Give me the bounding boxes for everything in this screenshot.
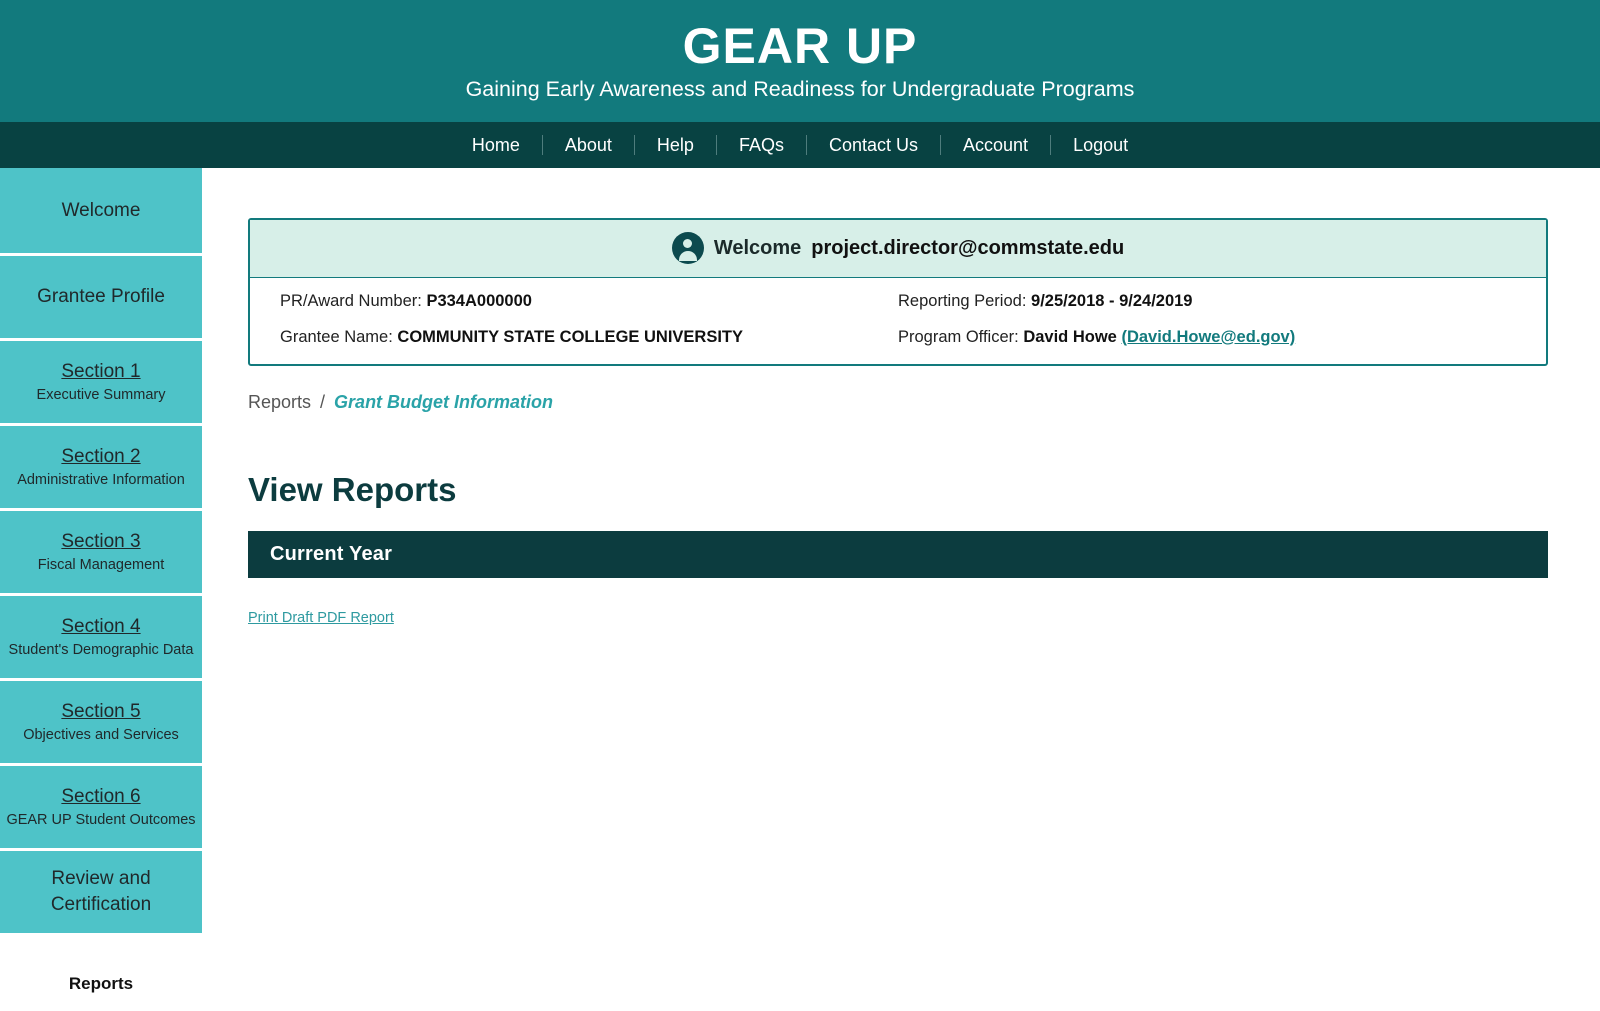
sidebar-item-sublabel: Student's Demographic Data <box>8 642 194 659</box>
pr-award-number-value: P334A000000 <box>426 292 532 310</box>
sidebar-item-label: Section 6 <box>61 785 141 807</box>
nav-item-contact-us[interactable]: Contact Us <box>828 135 919 155</box>
sidebar-item-sublabel: Objectives and Services <box>23 727 179 744</box>
grantee-name-value: COMMUNITY STATE COLLEGE UNIVERSITY <box>397 327 744 346</box>
sidebar-item-sublabel: GEAR UP Student Outcomes <box>6 812 196 829</box>
breadcrumb-current: Grant Budget Information <box>334 391 554 412</box>
nav-item-about[interactable]: About <box>564 135 612 155</box>
sidebar-item-label: Section 5 <box>61 700 141 722</box>
nav-item-faqs[interactable]: FAQs <box>738 135 784 155</box>
reporting-period-value: 9/25/2018 - 9/24/2019 <box>1031 292 1193 310</box>
breadcrumb-reports[interactable]: Reports <box>248 391 312 412</box>
welcome-bar <box>250 220 1546 278</box>
sidebar-item-section-6[interactable] <box>0 766 202 851</box>
sidebar-item-label: Grantee Profile <box>37 286 165 308</box>
sidebar-item-section-3[interactable] <box>0 511 202 596</box>
main-navigation <box>0 122 1600 168</box>
sidebar-item-section-1[interactable] <box>0 341 202 426</box>
welcome-user-email: project.director@commstate.edu <box>811 236 1125 259</box>
sidebar-item-grantee-profile[interactable] <box>0 256 202 341</box>
sidebar-item-label: Section 4 <box>61 615 141 637</box>
sidebar-item-review-and-certification[interactable] <box>0 851 202 936</box>
nav-item-logout[interactable]: Logout <box>1073 135 1129 155</box>
sidebar-item-label: Welcome <box>61 199 141 221</box>
sidebar <box>0 168 202 1011</box>
grantee-name-label: Grantee Name: <box>280 327 393 346</box>
sidebar-item-sublabel: Fiscal Management <box>37 557 165 574</box>
page-body <box>0 168 1600 1011</box>
site-subtitle: Gaining Early Awareness and Readiness for Undergraduate Programs <box>465 77 1135 102</box>
grant-info-card <box>248 218 1548 366</box>
sidebar-item-reports[interactable]: Reports <box>68 974 134 993</box>
sidebar-item-label: Review and Certification <box>50 868 152 915</box>
reporting-period-field <box>898 289 1516 314</box>
program-officer-label: Program Officer: <box>898 327 1019 346</box>
grantee-name-field <box>280 325 898 350</box>
welcome-label: Welcome <box>713 236 802 259</box>
pr-award-number-field <box>280 289 898 314</box>
page-title: View Reports <box>248 470 457 508</box>
print-draft-pdf-report-link[interactable]: Print Draft PDF Report <box>248 609 394 626</box>
sidebar-item-sublabel: Executive Summary <box>36 387 166 404</box>
sidebar-item-sublabel: Administrative Information <box>17 472 185 489</box>
sidebar-item-welcome[interactable] <box>0 168 202 256</box>
sidebar-item-section-2[interactable] <box>0 426 202 511</box>
grant-info-grid <box>250 278 1546 364</box>
reporting-period-label: Reporting Period: <box>898 292 1027 310</box>
nav-item-account[interactable]: Account <box>963 135 1029 155</box>
program-officer-value: David Howe <box>1023 327 1117 346</box>
sidebar-item-label: Section 2 <box>61 445 141 467</box>
sidebar-item-section-5[interactable] <box>0 681 202 766</box>
program-officer-email-link[interactable]: (David.Howe@ed.gov) <box>1121 327 1296 346</box>
main-content <box>202 168 1600 1011</box>
nav-item-help[interactable]: Help <box>656 135 694 155</box>
site-title: GEAR UP <box>682 17 918 74</box>
breadcrumb <box>248 392 1548 413</box>
site-header <box>0 0 1600 122</box>
breadcrumb-separator: / <box>320 391 326 412</box>
nav-list <box>450 135 1150 155</box>
nav-item-home[interactable]: Home <box>471 135 520 155</box>
sidebar-item-label: Section 3 <box>61 530 141 552</box>
sidebar-item-label: Section 1 <box>61 360 141 382</box>
pr-award-number-label: PR/Award Number: <box>280 292 422 310</box>
current-year-section-header: Current Year <box>248 531 1548 578</box>
user-circle-icon <box>672 232 704 264</box>
sidebar-item-section-4[interactable] <box>0 596 202 681</box>
program-officer-field <box>898 325 1516 350</box>
